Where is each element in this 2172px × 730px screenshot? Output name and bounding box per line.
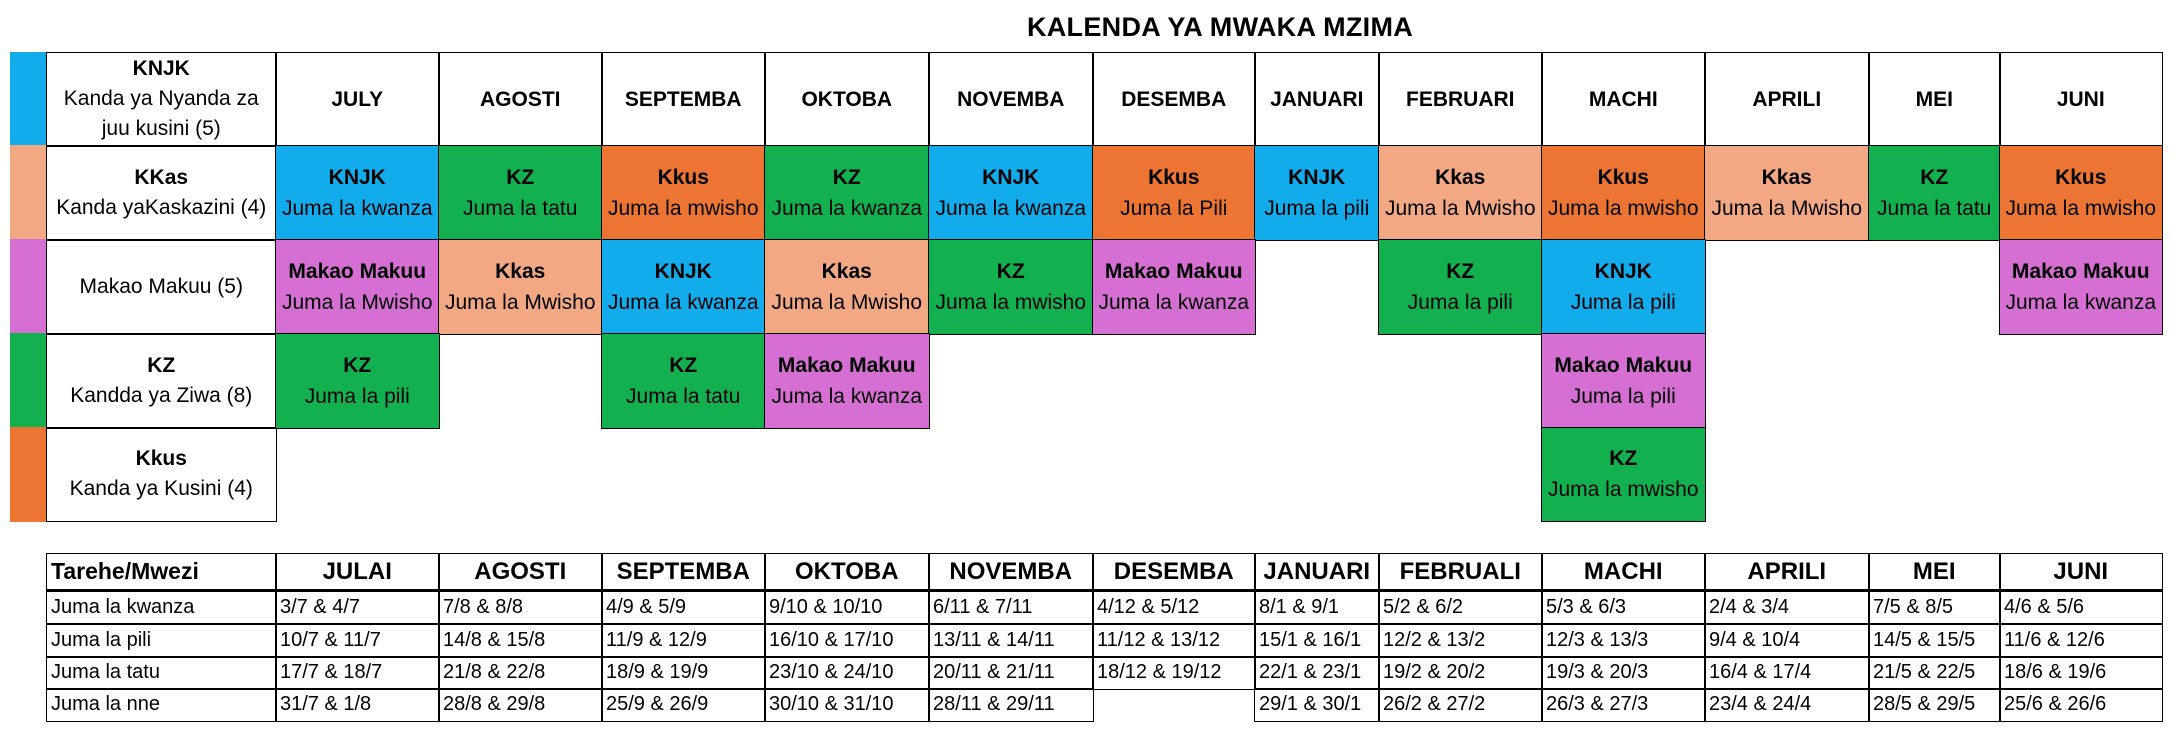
schedule-zone: Kkas (1435, 165, 1486, 189)
dates-cell: 19/3 & 20/3 (1541, 656, 1706, 690)
month-label: JANUARI (1270, 87, 1364, 111)
schedule-week: Juma la kwanza (935, 196, 1087, 220)
schedule-week: Juma la mwisho (2005, 196, 2157, 220)
schedule-zone: Kkus (2055, 165, 2107, 189)
schedule-cell (764, 239, 930, 335)
month-header (275, 52, 440, 147)
schedule-zone: Kkas (821, 259, 872, 283)
legend-color-swatch (10, 52, 46, 147)
schedule-cell (928, 239, 1094, 335)
schedule-cell (1704, 145, 1870, 241)
schedule-week: Juma la pili (1570, 290, 1676, 314)
schedule-cell (1541, 427, 1706, 522)
schedule-cell (1378, 145, 1543, 241)
dates-cell: 5/2 & 6/2 (1378, 591, 1543, 625)
schedule-zone: KZ (343, 353, 372, 377)
legend-abbr: KKas (134, 165, 189, 189)
legend-name: Kanda ya Nyanda za juu kusini (5) (63, 87, 259, 141)
month-label: MACHI (1588, 87, 1658, 111)
dates-cell: 13/11 & 14/11 (928, 623, 1094, 658)
legend-name: Kanda ya Kusini (4) (69, 477, 253, 501)
legend-color-swatch (10, 145, 46, 241)
dates-row-label: Juma la tatu (46, 656, 277, 690)
schedule-week: Juma la pili (1407, 290, 1513, 314)
dates-cell: 9/4 & 10/4 (1704, 623, 1870, 658)
legend-abbr: Kkus (135, 447, 187, 471)
schedule-cell (1092, 239, 1256, 335)
dates-cell: 31/7 & 1/8 (275, 688, 440, 722)
legend-abbr: KZ (147, 353, 176, 377)
schedule-week: Juma la pili (1264, 196, 1370, 220)
legend-item (46, 145, 277, 241)
legend-name: Kandda ya Ziwa (8) (70, 383, 253, 407)
month-label: OKTOBA (801, 87, 893, 111)
schedule-cell (601, 145, 766, 241)
dates-cell: 26/2 & 27/2 (1378, 688, 1543, 722)
schedule-cell (601, 333, 766, 429)
month-label: AGOSTI (479, 87, 561, 111)
schedule-cell (438, 145, 603, 241)
dates-cell: 18/6 & 19/6 (1999, 656, 2163, 690)
schedule-cell (275, 145, 440, 241)
dates-month-header: JANUARI (1254, 553, 1380, 591)
month-header (1378, 52, 1543, 147)
month-header (764, 52, 930, 147)
schedule-zone: Kkus (1597, 165, 1649, 189)
month-label: SEPTEMBA (624, 87, 742, 111)
schedule-zone: KZ (669, 353, 698, 377)
schedule-cell (275, 333, 440, 429)
schedule-week: Juma la kwanza (771, 384, 923, 408)
legend-item (46, 52, 277, 147)
month-label: MEI (1915, 87, 1953, 111)
schedule-zone: Makao Makuu (777, 353, 916, 377)
schedule-week: Juma la pili (1570, 384, 1676, 408)
schedule-cell (928, 145, 1094, 241)
month-label: APRILI (1752, 87, 1822, 111)
dates-month-header: AGOSTI (438, 553, 603, 591)
dates-cell: 22/1 & 23/1 (1254, 656, 1380, 690)
schedule-zone: Kkas (1761, 165, 1812, 189)
schedule-zone: KZ (1609, 447, 1638, 471)
dates-cell: 26/3 & 27/3 (1541, 688, 1706, 722)
schedule-cell (1999, 145, 2163, 241)
schedule-week: Juma la Mwisho (1711, 196, 1863, 220)
month-label: NOVEMBA (957, 87, 1065, 111)
dates-cell: 14/8 & 15/8 (438, 623, 603, 658)
schedule-cell (1254, 145, 1380, 241)
dates-cell: 7/5 & 8/5 (1868, 591, 2001, 625)
dates-cell: 30/10 & 31/10 (764, 688, 930, 722)
dates-cell: 23/10 & 24/10 (764, 656, 930, 690)
dates-cell: 25/6 & 26/6 (1999, 688, 2163, 722)
schedule-zone: Kkus (657, 165, 709, 189)
month-label: FEBRUARI (1406, 87, 1515, 111)
dates-month-header: MEI (1868, 553, 2001, 591)
schedule-cell (1092, 145, 1256, 241)
month-header (1541, 52, 1706, 147)
schedule-cell (1378, 239, 1543, 335)
legend-name: Kanda yaKaskazini (4) (56, 195, 267, 219)
month-header (928, 52, 1094, 147)
legend-color-swatch (10, 239, 46, 335)
schedule-zone: Kkas (495, 259, 546, 283)
legend-name: Makao Makuu (5) (79, 274, 243, 298)
schedule-cell (1541, 145, 1706, 241)
dates-month-header: OKTOBA (764, 553, 930, 591)
dates-cell: 16/4 & 17/4 (1704, 656, 1870, 690)
dates-cell: 19/2 & 20/2 (1378, 656, 1543, 690)
dates-cell: 18/9 & 19/9 (601, 656, 766, 690)
dates-cell: 5/3 & 6/3 (1541, 591, 1706, 625)
schedule-cell (1999, 239, 2163, 335)
dates-month-header: DESEMBA (1092, 553, 1256, 591)
dates-row-label: Juma la kwanza (46, 591, 277, 625)
schedule-zone: Makao Makuu (2011, 259, 2150, 283)
dates-cell: 4/9 & 5/9 (601, 591, 766, 625)
dates-cell: 3/7 & 4/7 (275, 591, 440, 625)
month-header (1092, 52, 1256, 147)
legend-color-swatch (10, 333, 46, 429)
dates-month-header: JUNI (1999, 553, 2163, 591)
schedule-week: Juma la mwisho (607, 196, 759, 220)
dates-cell: 23/4 & 24/4 (1704, 688, 1870, 722)
schedule-zone: KZ (1920, 165, 1949, 189)
dates-cell: 28/8 & 29/8 (438, 688, 603, 722)
legend-color-swatch (10, 427, 46, 522)
dates-cell: 14/5 & 15/5 (1868, 623, 2001, 658)
dates-month-header: NOVEMBA (928, 553, 1094, 591)
dates-cell: 28/5 & 29/5 (1868, 688, 2001, 722)
dates-cell: 2/4 & 3/4 (1704, 591, 1870, 625)
legend-item (46, 239, 277, 335)
dates-cell: 4/6 & 5/6 (1999, 591, 2163, 625)
schedule-zone: Makao Makuu (1104, 259, 1243, 283)
schedule-cell (1541, 239, 1706, 335)
dates-month-header: SEPTEMBA (601, 553, 766, 591)
month-header (1704, 52, 1870, 147)
schedule-zone: KNJK (982, 165, 1040, 189)
dates-cell: 21/5 & 22/5 (1868, 656, 2001, 690)
month-header (1254, 52, 1380, 147)
dates-cell: 12/2 & 13/2 (1378, 623, 1543, 658)
dates-row-label: Juma la nne (46, 688, 277, 722)
dates-cell: 21/8 & 22/8 (438, 656, 603, 690)
dates-cell: 4/12 & 5/12 (1092, 591, 1256, 625)
schedule-week: Juma la Mwisho (444, 290, 596, 314)
dates-cell: 20/11 & 21/11 (928, 656, 1094, 690)
schedule-zone: Makao Makuu (1554, 353, 1693, 377)
schedule-zone: KZ (832, 165, 861, 189)
dates-cell: 28/11 & 29/11 (928, 688, 1094, 722)
dates-cell: 17/7 & 18/7 (275, 656, 440, 690)
schedule-zone: Makao Makuu (288, 259, 427, 283)
legend-item (46, 333, 277, 429)
schedule-week: Juma la kwanza (2005, 290, 2157, 314)
schedule-cell (275, 239, 440, 335)
dates-cell: 25/9 & 26/9 (601, 688, 766, 722)
dates-cell: 29/1 & 30/1 (1254, 688, 1380, 722)
schedule-week: Juma la Mwisho (281, 290, 433, 314)
schedule-week: Juma la kwanza (771, 196, 923, 220)
dates-cell: 18/12 & 19/12 (1092, 656, 1256, 690)
schedule-week: Juma la kwanza (1098, 290, 1250, 314)
schedule-cell (601, 239, 766, 335)
month-header (1999, 52, 2163, 147)
schedule-cell (764, 145, 930, 241)
schedule-zone: KNJK (1288, 165, 1346, 189)
dates-cell: 11/6 & 12/6 (1999, 623, 2163, 658)
dates-cell: 9/10 & 10/10 (764, 591, 930, 625)
dates-month-header: FEBRUALI (1378, 553, 1543, 591)
dates-cell: 11/9 & 12/9 (601, 623, 766, 658)
dates-cell: 16/10 & 17/10 (764, 623, 930, 658)
month-label: JUNI (2056, 87, 2105, 111)
schedule-week: Juma la kwanza (281, 196, 433, 220)
dates-cell: 12/3 & 13/3 (1541, 623, 1706, 658)
schedule-cell (1868, 145, 2001, 241)
schedule-zone: KNJK (328, 165, 386, 189)
month-header (1868, 52, 2001, 147)
schedule-zone: KNJK (1594, 259, 1652, 283)
schedule-cell (764, 333, 930, 429)
schedule-week: Juma la tatu (463, 196, 578, 220)
schedule-week: Juma la mwisho (935, 290, 1087, 314)
schedule-week: Juma la mwisho (1547, 196, 1699, 220)
page-title: KALENDA YA MWAKA MZIMA (1026, 12, 1414, 42)
month-header (601, 52, 766, 147)
dates-cell: 11/12 & 13/12 (1092, 623, 1256, 658)
dates-month-header: APRILI (1704, 553, 1870, 591)
schedule-week: Juma la Mwisho (771, 290, 923, 314)
schedule-week: Juma la Pili (1120, 196, 1228, 220)
schedule-week: Juma la tatu (1877, 196, 1992, 220)
schedule-week: Juma la tatu (626, 384, 741, 408)
month-header (438, 52, 603, 147)
schedule-cell (1541, 333, 1706, 429)
schedule-zone: KZ (996, 259, 1025, 283)
schedule-week: Juma la kwanza (607, 290, 759, 314)
schedule-week: Juma la mwisho (1547, 478, 1699, 502)
dates-cell: 10/7 & 11/7 (275, 623, 440, 658)
schedule-zone: KZ (1446, 259, 1475, 283)
schedule-cell (438, 239, 603, 335)
dates-month-header: JULAI (275, 553, 440, 591)
dates-cell: 7/8 & 8/8 (438, 591, 603, 625)
schedule-zone: KNJK (654, 259, 712, 283)
month-label: DESEMBA (1121, 87, 1227, 111)
dates-cell: 8/1 & 9/1 (1254, 591, 1380, 625)
dates-corner-header: Tarehe/Mwezi (46, 553, 277, 591)
dates-cell: 15/1 & 16/1 (1254, 623, 1380, 658)
schedule-zone: Kkus (1148, 165, 1200, 189)
month-label: JULY (331, 87, 384, 111)
dates-cell: 6/11 & 7/11 (928, 591, 1094, 625)
legend-item (46, 427, 277, 522)
dates-row-label: Juma la pili (46, 623, 277, 658)
schedule-zone: KZ (506, 165, 535, 189)
dates-month-header: MACHI (1541, 553, 1706, 591)
schedule-week: Juma la pili (304, 384, 410, 408)
schedule-week: Juma la Mwisho (1384, 196, 1536, 220)
legend-abbr: KNJK (132, 57, 190, 81)
